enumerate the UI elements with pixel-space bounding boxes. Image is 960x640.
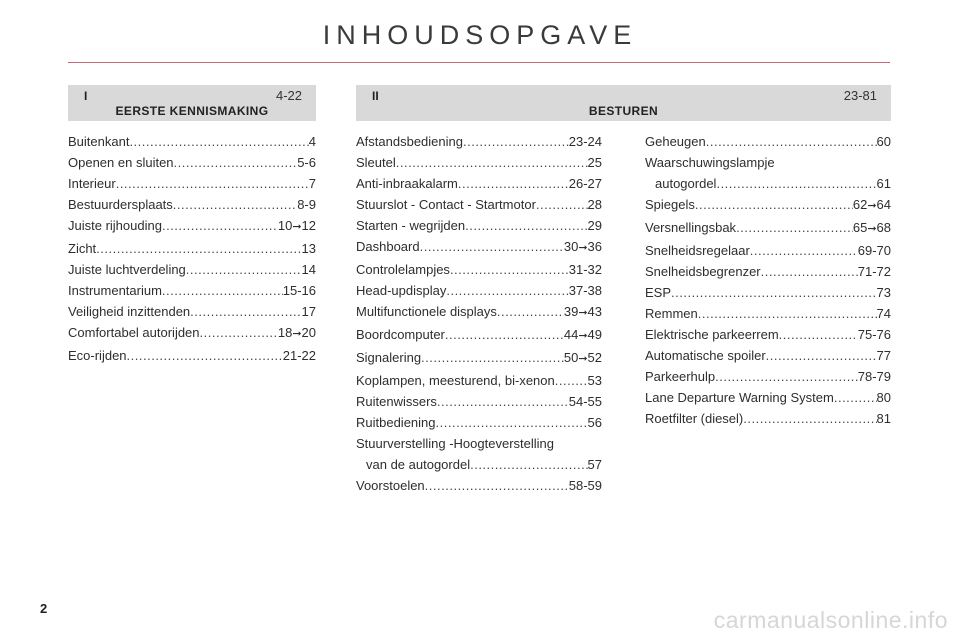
toc-entry-row xyxy=(68,152,316,173)
toc-column-1 xyxy=(68,131,316,366)
dot-leader xyxy=(698,303,877,324)
toc-entry-page: 13 xyxy=(301,241,316,256)
page-from: 18 xyxy=(277,325,293,340)
toc-column-3 xyxy=(645,131,891,429)
toc-entry[interactable] xyxy=(645,387,891,408)
toc-entry-page: 31-32 xyxy=(568,262,602,277)
toc-entry[interactable] xyxy=(68,238,316,259)
toc-entry-row xyxy=(645,173,891,194)
toc-entry[interactable] xyxy=(645,194,891,217)
toc-entry-page: 21-22 xyxy=(282,348,316,363)
toc-entry-row xyxy=(68,322,316,345)
toc-entry-page: 74 xyxy=(876,306,891,321)
toc-entry-page: 81 xyxy=(876,411,891,426)
toc-entry-page: 26-27 xyxy=(568,176,602,191)
toc-entry-row xyxy=(645,217,891,240)
toc-entry-row xyxy=(356,152,602,173)
dot-leader xyxy=(706,131,877,152)
section-number: II xyxy=(372,89,379,103)
toc-entry-row xyxy=(645,345,891,366)
arrow-right-icon: ➞ xyxy=(578,330,588,342)
arrow-right-icon: ➞ xyxy=(578,242,588,254)
page-number: 2 xyxy=(40,601,48,616)
page-title: INHOUDSOPGAVE xyxy=(322,20,638,50)
toc-entry-page: 17 xyxy=(301,304,316,319)
toc-entry-page: 69-70 xyxy=(857,243,891,258)
toc-entry[interactable] xyxy=(645,303,891,324)
page-to: 43 xyxy=(587,304,602,319)
toc-entry-row xyxy=(356,324,602,347)
section-header-2 xyxy=(356,85,891,121)
toc-entry-label: Stuurslot - Contact - Startmotor xyxy=(356,197,536,212)
toc-entry[interactable] xyxy=(356,215,602,236)
toc-entry-page: 60 xyxy=(876,134,891,149)
toc-entry-row xyxy=(645,240,891,261)
toc-entry[interactable] xyxy=(356,324,602,347)
toc-entry[interactable] xyxy=(68,345,316,366)
toc-entry-row xyxy=(356,215,602,236)
arrow-right-icon: ➞ xyxy=(292,221,302,233)
toc-entry-label: Starten - wegrijden xyxy=(356,218,466,233)
section-page-range: 23-81 xyxy=(843,88,877,103)
dot-leader xyxy=(555,370,588,391)
toc-entry-label: Boordcomputer xyxy=(356,327,445,342)
section-title: BESTUREN xyxy=(588,104,659,118)
toc-entry-row xyxy=(68,173,316,194)
toc-entry[interactable] xyxy=(356,347,602,370)
toc-entry-label: Controlelampjes xyxy=(356,262,450,277)
toc-entry-page: 8-9 xyxy=(297,197,316,212)
toc-entry-row xyxy=(68,215,316,238)
toc-entry-row xyxy=(68,301,316,322)
page-to: 68 xyxy=(876,220,891,235)
toc-entry-page xyxy=(564,301,602,324)
toc-entry-page: 75-76 xyxy=(857,327,891,342)
toc-entry-label: ESP xyxy=(645,285,672,300)
toc-entry-page: 29 xyxy=(587,218,602,233)
toc-entry-page: 73 xyxy=(876,285,891,300)
toc-entry[interactable] xyxy=(645,366,891,387)
toc-entry-label: Zicht xyxy=(68,241,97,256)
toc-entry-label: Roetfilter (diesel) xyxy=(645,411,744,426)
toc-entry-row xyxy=(356,347,602,370)
toc-entry-row xyxy=(356,131,602,152)
dot-leader xyxy=(200,322,278,343)
toc-entry-row xyxy=(68,194,316,215)
page-from: 50 xyxy=(563,350,579,365)
toc-entry[interactable] xyxy=(356,475,602,496)
toc-entry-label: Ruitbediening xyxy=(356,415,436,430)
arrow-right-icon: ➞ xyxy=(867,200,877,212)
toc-column-2 xyxy=(356,131,602,496)
toc-entry-row xyxy=(645,366,891,387)
toc-entry-label: Koplampen, meesturend, bi-xenon xyxy=(356,373,555,388)
toc-entry-row xyxy=(356,301,602,324)
dot-leader xyxy=(420,236,564,257)
page-from: 30 xyxy=(563,239,579,254)
toc-entry[interactable] xyxy=(645,408,891,429)
toc-entry-page: 28 xyxy=(587,197,602,212)
toc-entry-row xyxy=(68,131,316,152)
watermark: carmanualsonline.info xyxy=(713,607,948,633)
toc-entry[interactable] xyxy=(645,282,891,303)
arrow-right-icon: ➞ xyxy=(578,353,588,365)
dot-leader xyxy=(536,194,588,215)
dot-leader xyxy=(458,173,569,194)
toc-entry[interactable] xyxy=(68,173,316,194)
dot-leader xyxy=(186,259,302,280)
toc-entry-page: 71-72 xyxy=(857,264,891,279)
toc-entry-label: Head-updisplay xyxy=(356,283,447,298)
toc-entry-row xyxy=(356,236,602,259)
dot-leader xyxy=(779,324,858,345)
dot-leader xyxy=(190,301,301,322)
section-number: I xyxy=(84,89,88,103)
toc-entry-label: Afstandsbediening xyxy=(356,134,463,149)
toc-entry[interactable] xyxy=(356,280,602,301)
dot-leader xyxy=(173,194,297,215)
page-from: 65 xyxy=(852,220,868,235)
dot-leader xyxy=(162,215,278,236)
dot-leader xyxy=(834,387,877,408)
toc-entry[interactable] xyxy=(645,152,891,194)
dot-leader xyxy=(437,391,569,412)
toc-entry-page xyxy=(564,347,602,370)
toc-entry-row xyxy=(645,282,891,303)
toc-entry[interactable] xyxy=(356,433,602,475)
page-to: 20 xyxy=(301,325,316,340)
toc-entry-label: Juiste luchtverdeling xyxy=(68,262,186,277)
page-from: 39 xyxy=(563,304,579,319)
toc-entry-page xyxy=(853,217,891,240)
toc-entry-row xyxy=(356,194,602,215)
page-to: 64 xyxy=(876,197,891,212)
toc-entry[interactable] xyxy=(356,194,602,215)
page-from: 62 xyxy=(852,197,868,212)
toc-entry-row xyxy=(356,173,602,194)
toc-entry-label: Spiegels xyxy=(645,197,695,212)
toc-entry[interactable] xyxy=(356,173,602,194)
toc-entry[interactable] xyxy=(645,261,891,282)
section-page-range: 4-22 xyxy=(275,88,302,103)
dot-leader xyxy=(396,152,588,173)
toc-entry[interactable] xyxy=(68,131,316,152)
toc-entry-page xyxy=(564,324,602,347)
toc-entry-label: Veiligheid inzittenden xyxy=(68,304,191,319)
toc-entry-page: 77 xyxy=(876,348,891,363)
toc-entry-row xyxy=(356,454,602,475)
dot-leader xyxy=(421,347,564,368)
dot-leader xyxy=(129,131,308,152)
toc-entry-label-line: Waarschuwingslampje xyxy=(645,155,775,170)
toc-entry-page: 57 xyxy=(587,457,602,472)
toc-entry-row xyxy=(645,194,891,217)
toc-entry[interactable] xyxy=(356,412,602,433)
toc-entry-row xyxy=(645,261,891,282)
arrow-right-icon: ➞ xyxy=(578,307,588,319)
toc-entry-page xyxy=(853,194,891,217)
toc-entry[interactable] xyxy=(356,301,602,324)
toc-entry-label: Snelheidsregelaar xyxy=(645,243,750,258)
dot-leader xyxy=(96,238,301,259)
page-from: 44 xyxy=(563,327,579,342)
toc-entry-label: Lane Departure Warning System xyxy=(645,390,834,405)
dot-leader xyxy=(497,301,564,322)
toc-entry-page: 14 xyxy=(301,262,316,277)
toc-entry[interactable] xyxy=(68,259,316,280)
toc-entry-page: 5-6 xyxy=(297,155,316,170)
toc-entry[interactable] xyxy=(68,215,316,238)
toc-entry-label: Voorstoelen xyxy=(356,478,425,493)
toc-entry-page: 7 xyxy=(308,176,316,191)
dot-leader xyxy=(436,412,588,433)
arrow-right-icon: ➞ xyxy=(867,223,877,235)
toc-entry[interactable] xyxy=(645,345,891,366)
section-header-1 xyxy=(68,85,316,121)
toc-entry-label-line: Stuurverstelling -Hoogteverstelling xyxy=(356,436,554,451)
toc-entry-page xyxy=(278,322,316,345)
dot-leader xyxy=(465,215,587,236)
dot-leader xyxy=(750,240,858,261)
dot-leader xyxy=(715,366,858,387)
toc-entry-page: 78-79 xyxy=(857,369,891,384)
toc-entry-label: Geheugen xyxy=(645,134,706,149)
toc-entry[interactable] xyxy=(356,391,602,412)
toc-entry[interactable] xyxy=(356,152,602,173)
toc-entry-page: 80 xyxy=(876,390,891,405)
dot-leader xyxy=(743,408,876,429)
dot-leader xyxy=(671,282,877,303)
toc-entry-label: Instrumentarium xyxy=(68,283,162,298)
page-to: 36 xyxy=(587,239,602,254)
toc-entry[interactable] xyxy=(356,259,602,280)
toc-entry-page: 23-24 xyxy=(568,134,602,149)
section-title: EERSTE KENNISMAKING xyxy=(115,104,269,118)
toc-entry-row xyxy=(645,303,891,324)
toc-entry-label: Comfortabel autorijden xyxy=(68,325,200,340)
toc-entry-row xyxy=(68,238,316,259)
dot-leader xyxy=(761,261,858,282)
toc-entry-row xyxy=(356,259,602,280)
toc-entry-row xyxy=(68,280,316,301)
page-to: 49 xyxy=(587,327,602,342)
toc-entry-label: Sleutel xyxy=(356,155,396,170)
toc-entry-row xyxy=(645,131,891,152)
page-from: 10 xyxy=(277,218,293,233)
toc-entry-page: 25 xyxy=(587,155,602,170)
dot-leader xyxy=(116,173,309,194)
toc-entry-row xyxy=(645,408,891,429)
dot-leader xyxy=(425,475,569,496)
toc-entry[interactable] xyxy=(68,322,316,345)
toc-entry-page xyxy=(564,236,602,259)
dot-leader xyxy=(174,152,298,173)
toc-entry-label: Anti-inbraakalarm xyxy=(356,176,458,191)
toc-entry-label: Interieur xyxy=(68,176,116,191)
toc-entry-label: Remmen xyxy=(645,306,698,321)
toc-entry[interactable] xyxy=(68,152,316,173)
dot-leader xyxy=(446,280,568,301)
toc-entry-label: Juiste rijhouding xyxy=(68,218,162,233)
toc-entry-label: Buitenkant xyxy=(68,134,130,149)
dot-leader xyxy=(450,259,569,280)
toc-entry-page: 61 xyxy=(876,176,891,191)
toc-entry[interactable] xyxy=(645,240,891,261)
toc-entry[interactable] xyxy=(68,301,316,322)
toc-entry-row xyxy=(356,370,602,391)
dot-leader xyxy=(463,131,569,152)
toc-entry-page: 53 xyxy=(587,373,602,388)
toc-entry-row xyxy=(68,345,316,366)
toc-entry-label: Ruitenwissers xyxy=(356,394,437,409)
toc-entry-row xyxy=(356,391,602,412)
toc-entry-page: 56 xyxy=(587,415,602,430)
toc-entry-row xyxy=(356,475,602,496)
toc-entry-row xyxy=(356,412,602,433)
toc-entry-page: 37-38 xyxy=(568,283,602,298)
dot-leader xyxy=(695,194,853,215)
dot-leader xyxy=(736,217,853,238)
dot-leader xyxy=(716,173,876,194)
dot-leader xyxy=(445,324,564,345)
toc-entry[interactable] xyxy=(356,236,602,259)
toc-entry-label: Signalering xyxy=(356,350,422,365)
toc-entry-label: Bestuurdersplaats xyxy=(68,197,173,212)
toc-entry-page: 15-16 xyxy=(282,283,316,298)
toc-entry[interactable] xyxy=(645,217,891,240)
toc-entry-label: autogordel xyxy=(655,176,717,191)
toc-entry-page xyxy=(278,215,316,238)
toc-entry[interactable] xyxy=(645,324,891,345)
toc-entry-row xyxy=(645,387,891,408)
toc-entry[interactable] xyxy=(356,131,602,152)
toc-entry[interactable] xyxy=(645,131,891,152)
toc-entry-row xyxy=(645,324,891,345)
title-divider xyxy=(68,62,890,63)
dot-leader xyxy=(766,345,877,366)
toc-entry-label: Snelheidsbegrenzer xyxy=(645,264,761,279)
toc-entry-row xyxy=(356,280,602,301)
dot-leader xyxy=(470,454,587,475)
toc-entry-label: Elektrische parkeerrem xyxy=(645,327,779,342)
toc-entry-label: Openen en sluiten xyxy=(68,155,174,170)
arrow-right-icon: ➞ xyxy=(292,328,302,340)
toc-entry-page: 4 xyxy=(308,134,316,149)
toc-entry[interactable] xyxy=(68,194,316,215)
toc-entry-label: Automatische spoiler xyxy=(645,348,766,363)
toc-entry-label: Versnellingsbak xyxy=(645,220,737,235)
toc-entry-label: Multifunctionele displays xyxy=(356,304,497,319)
toc-entry[interactable] xyxy=(68,280,316,301)
dot-leader xyxy=(162,280,283,301)
toc-entry-page: 58-59 xyxy=(568,478,602,493)
dot-leader xyxy=(127,345,283,366)
toc-entry-label: Parkeerhulp xyxy=(645,369,716,384)
toc-entry-row xyxy=(68,259,316,280)
toc-entry[interactable] xyxy=(356,370,602,391)
page-to: 52 xyxy=(587,350,602,365)
toc-entry-label: Dashboard xyxy=(356,239,420,254)
toc-entry-label: Eco-rijden xyxy=(68,348,127,363)
toc-entry-label: van de autogordel xyxy=(366,457,471,472)
page-to: 12 xyxy=(301,218,316,233)
toc-entry-page: 54-55 xyxy=(568,394,602,409)
